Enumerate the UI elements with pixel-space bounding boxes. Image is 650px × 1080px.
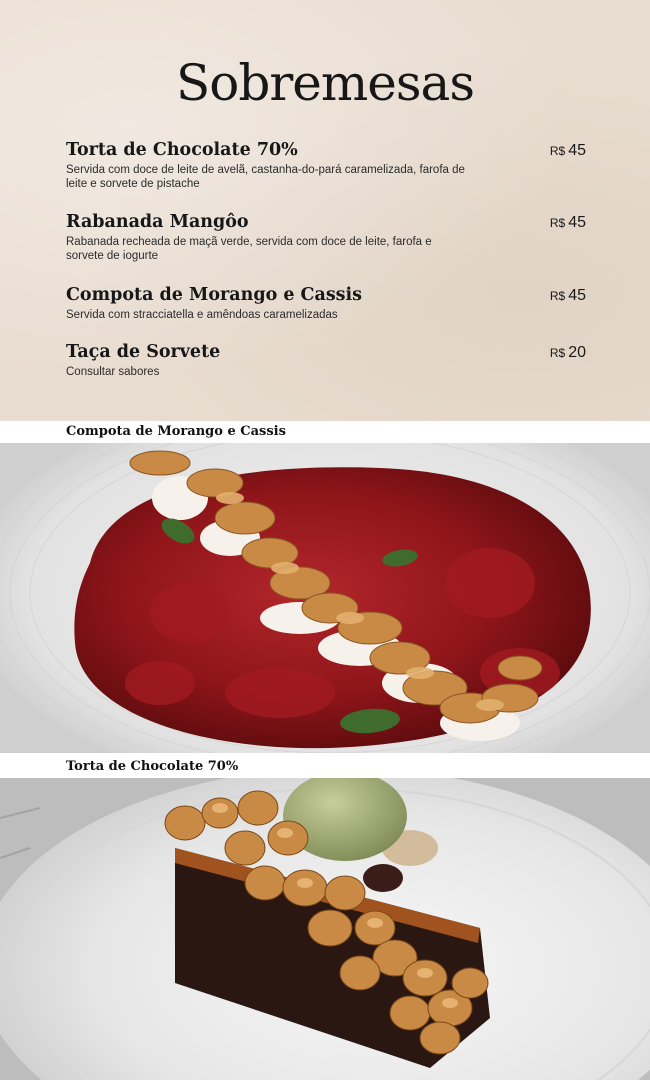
item-price bbox=[550, 214, 586, 232]
price-value: 45 bbox=[568, 214, 586, 231]
item-description: Consultar sabores bbox=[66, 366, 160, 378]
dessert-photo-illustration bbox=[0, 443, 650, 753]
price-value: 45 bbox=[568, 287, 586, 304]
photo-caption-compota: Compota de Morango e Cassis bbox=[66, 424, 286, 439]
photo-torta-chocolate bbox=[0, 778, 650, 1080]
price-value: 20 bbox=[568, 344, 586, 361]
menu-item-rabanada bbox=[66, 211, 586, 263]
item-name: Taça de Sorvete bbox=[66, 342, 221, 362]
page-title: Sobremesas bbox=[176, 54, 474, 112]
currency-label: R$ bbox=[549, 144, 566, 158]
item-price bbox=[550, 344, 586, 362]
item-name: Rabanada Mangôo bbox=[66, 212, 249, 232]
menu-item-torta-chocolate bbox=[66, 139, 586, 191]
menu-panel bbox=[0, 0, 650, 421]
item-name: Torta de Chocolate 70% bbox=[66, 140, 298, 160]
currency-label: R$ bbox=[549, 289, 566, 303]
photo-compota-morango-cassis bbox=[0, 443, 650, 753]
item-description: Servida com stracciatella e amêndoas caramelizadas bbox=[66, 309, 338, 321]
price-value: 45 bbox=[568, 142, 586, 159]
item-description: Servida com doce de leite de avelã, castanha-do-pará caramelizada, farofa de leite e sorvete de pistache bbox=[66, 164, 465, 190]
dessert-photo-illustration bbox=[0, 778, 650, 1080]
menu-item-compota bbox=[66, 284, 586, 322]
item-price bbox=[550, 287, 586, 305]
item-price bbox=[550, 142, 586, 160]
currency-label: R$ bbox=[549, 216, 566, 230]
menu-item-taca-sorvete bbox=[66, 341, 586, 379]
photo-caption-torta: Torta de Chocolate 70% bbox=[66, 759, 239, 774]
currency-label: R$ bbox=[549, 346, 566, 360]
item-name: Compota de Morango e Cassis bbox=[66, 285, 363, 305]
item-description: Rabanada recheada de maçã verde, servida com doce de leite, farofa e sorvete de iogurte bbox=[66, 236, 432, 262]
